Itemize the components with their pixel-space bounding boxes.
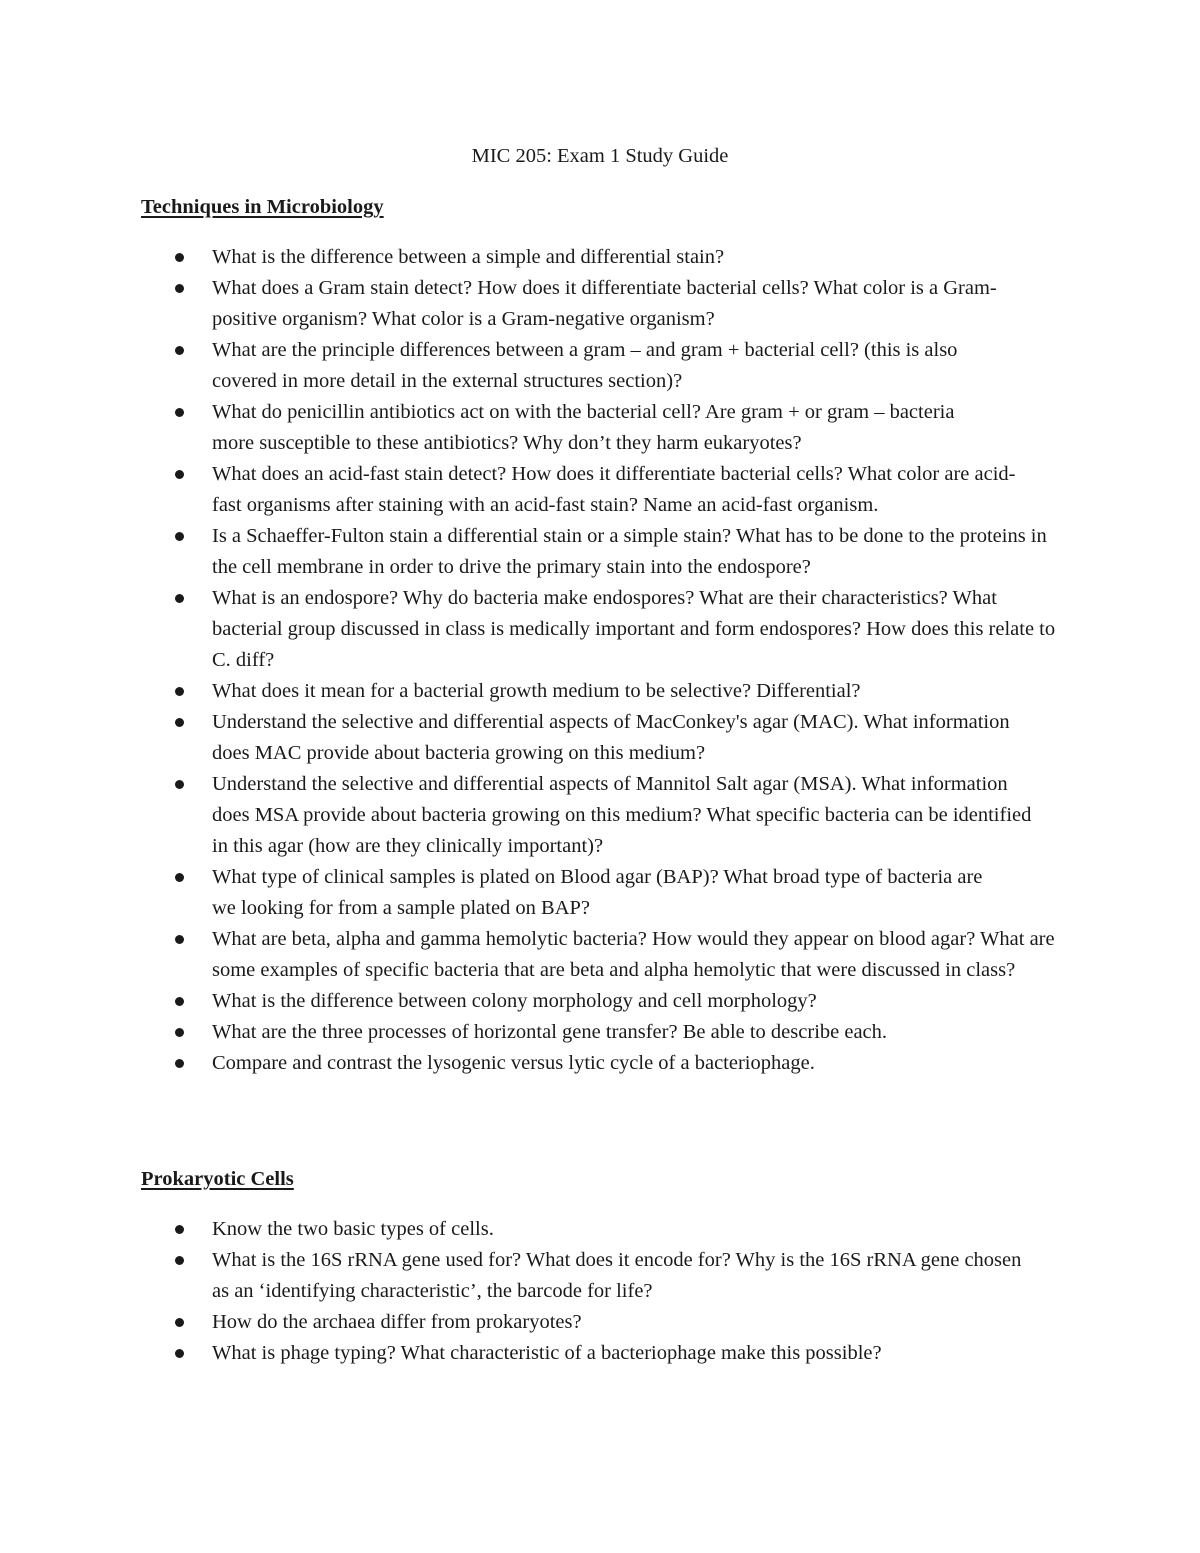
bullet-icon [175, 284, 184, 293]
list-item [141, 459, 1071, 521]
list-item-text: What do penicillin antibiotics act on with the bacterial cell? Are gram + or gram – bacteria more susceptible to these antibiotics? Why don’t they harm eukaryotes? [212, 401, 955, 454]
list-item [141, 335, 1071, 397]
bullet-icon [175, 346, 184, 355]
bullet-icon [175, 470, 184, 479]
bullet-icon [175, 253, 184, 262]
list-item-text: Is a Schaeffer-Fulton stain a differential stain or a simple stain? What has to be done to the proteins in the cell membrane in order to drive the primary stain into the endospore? [212, 525, 1047, 578]
list-item-text: What are beta, alpha and gamma hemolytic bacteria? How would they appear on blood agar? What are some examples of specific bacteria that are beta and alpha hemolytic that were discussed in class? [212, 928, 1055, 981]
list-item-text: What are the principle differences between a gram – and gram + bacterial cell? (this is also covered in more detail in the external structures section)? [212, 339, 958, 392]
list-item [141, 1245, 1071, 1307]
bullet-icon [175, 1349, 184, 1358]
list-item-text: What does a Gram stain detect? How does it differentiate bacterial cells? What color is a Gram-positive organism? What color is a Gram-negative organism? [212, 277, 997, 330]
list-item-text: What is an endospore? Why do bacteria make endospores? What are their characteristics? What bacterial group discussed in class is medically important and form endospores? How does this relate to C. diff? [212, 587, 1056, 671]
list-item-text: What are the three processes of horizontal gene transfer? Be able to describe each. [212, 1021, 888, 1043]
list-item [141, 583, 1071, 676]
bullet-icon [175, 1318, 184, 1327]
bullet-icon [175, 532, 184, 541]
list-item-text: What does an acid-fast stain detect? How does it differentiate bacterial cells? What color are acid-fast organisms after staining with an acid-fast stain? Name an acid-fast organism. [212, 463, 1016, 516]
list-item [141, 676, 1071, 707]
bullet-icon [175, 873, 184, 882]
list-item-text: What does it mean for a bacterial growth medium to be selective? Differential? [212, 680, 861, 702]
bullet-icon [175, 780, 184, 789]
list-item-text: How do the archaea differ from prokaryotes? [212, 1311, 582, 1333]
list-item [141, 986, 1071, 1017]
techniques-question-list [141, 242, 1071, 1079]
bullet-icon [175, 1059, 184, 1068]
list-item [141, 1307, 1071, 1338]
list-item [141, 707, 1071, 769]
document-title: MIC 205: Exam 1 Study Guide [471, 145, 729, 167]
bullet-icon [175, 718, 184, 727]
list-item [141, 769, 1071, 862]
bullet-icon [175, 935, 184, 944]
bullet-icon [175, 1028, 184, 1037]
bullet-icon [175, 594, 184, 603]
list-item-text: What is phage typing? What characteristic of a bacteriophage make this possible? [212, 1342, 882, 1364]
list-item [141, 1048, 1071, 1079]
list-item [141, 862, 1071, 924]
bullet-icon [175, 687, 184, 696]
list-item-text: What type of clinical samples is plated on Blood agar (BAP)? What broad type of bacteria are we looking for from a sample plated on BAP? [212, 866, 983, 919]
section-heading-techniques: Techniques in Microbiology [141, 196, 384, 218]
list-item [141, 242, 1071, 273]
list-item-text: What is the 16S rRNA gene used for? What does it encode for? Why is the 16S rRNA gene chosen as an ‘identifying characteristic’, the barcode for life? [212, 1249, 1022, 1302]
list-item-text: Understand the selective and differential aspects of Mannitol Salt agar (MSA). What information does MSA provide about bacteria growing on this medium? What specific bacteria can be identified in this agar (how are they clinically important)? [212, 773, 1032, 857]
list-item-text: Compare and contrast the lysogenic versus lytic cycle of a bacteriophage. [212, 1052, 815, 1074]
list-item [141, 1338, 1071, 1369]
prokaryotic-question-list [141, 1214, 1071, 1369]
bullet-icon [175, 997, 184, 1006]
list-item-text: What is the difference between colony morphology and cell morphology? [212, 990, 817, 1012]
section-heading-prokaryotic: Prokaryotic Cells [141, 1168, 294, 1190]
list-item [141, 397, 1071, 459]
list-item [141, 273, 1071, 335]
bullet-icon [175, 408, 184, 417]
list-item [141, 1214, 1071, 1245]
bullet-icon [175, 1256, 184, 1265]
list-item [141, 1017, 1071, 1048]
list-item [141, 924, 1071, 986]
list-item-text: Understand the selective and differential aspects of MacConkey's agar (MAC). What information does MAC provide about bacteria growing on this medium? [212, 711, 1010, 764]
list-item-text: Know the two basic types of cells. [212, 1218, 494, 1240]
list-item-text: What is the difference between a simple and differential stain? [212, 246, 725, 268]
bullet-icon [175, 1225, 184, 1234]
list-item [141, 521, 1071, 583]
